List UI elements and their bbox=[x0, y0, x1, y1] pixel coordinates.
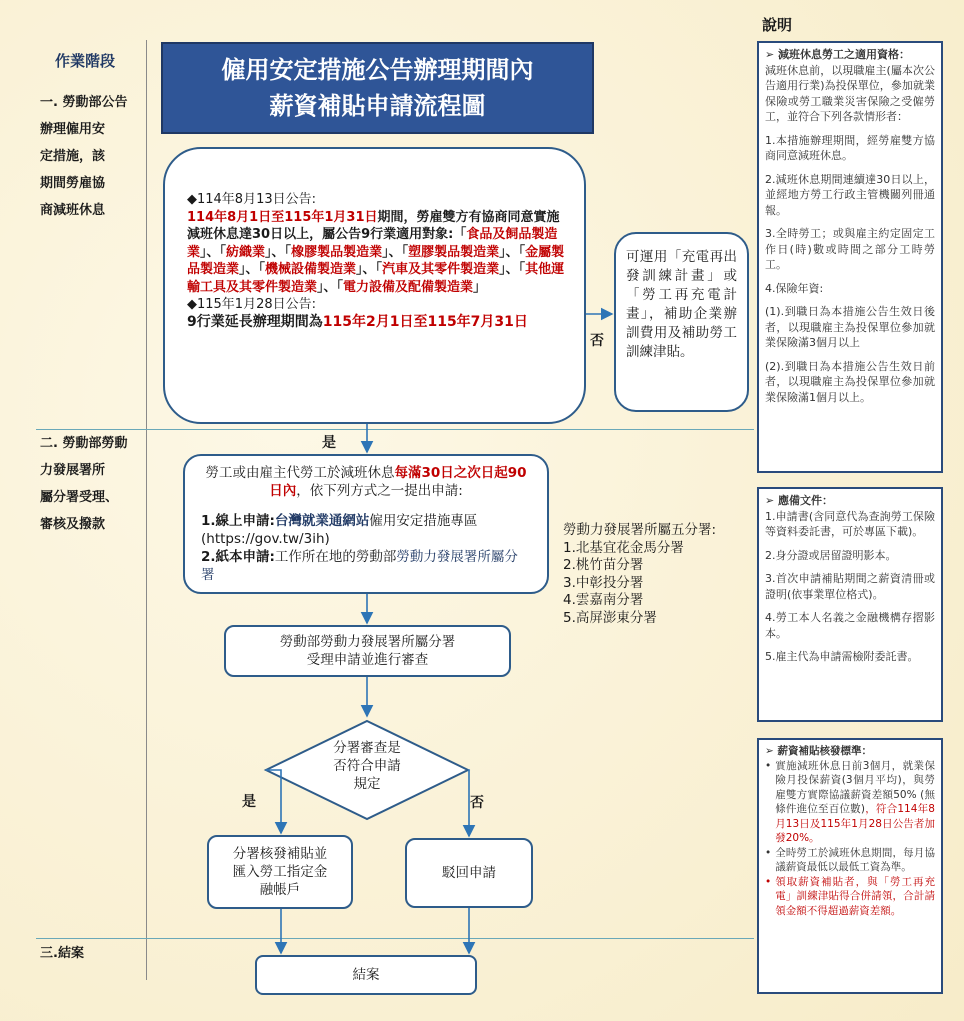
arrow-to-reject bbox=[468, 770, 469, 836]
industry-9: 電力設備及配備製造業 bbox=[343, 279, 474, 295]
review-box: 勞動部勞動力發展署所屬分署 受理申請並進行審查 bbox=[224, 625, 511, 677]
industry-4: 塑膠製品製造業 bbox=[408, 244, 500, 260]
taiwan-jobs-link: 台灣就業通網站 bbox=[274, 513, 370, 529]
application-box: 勞工或由雇主代勞工於減班休息每滿30日之次日起90日內，依下列方式之一提出申請: 1.線上申請:台灣就業通網站僱用安定措施專區(https://gov.tw/3ih) 2.紙本申請:工作所在地的勞動部勞動力發展署所屬分署 bbox=[183, 454, 549, 594]
standard-bullet-1: • 實施減班休息日前3個月，就業保險月投保薪資(3個月平均)，與勞雇雙方實際協議薪資差額50% (無條件進位至百位數)，符合114年8月13日及115年1月28日公告者加發20%。 bbox=[765, 759, 935, 844]
stage-2-label: 二. 勞動部勞動 力發展署所 屬分署受理、 審核及撥款 bbox=[40, 436, 128, 532]
standard-note: ➢ 薪資補貼核發標準： • 實施減班休息日前3個月，就業保險月投保薪資(3個月平均)，與勞雇雙方實際協議薪資差額50% (無條件進位至百位數)，符合114年8月13日及115年1月28日公告者加發20%。 • 全時勞工於減班休息期間，每月協議薪資最低以最低工資為準。 • 領取薪資補貼者，與「勞工再充電」訓練津貼得合併請領，合計請領金額不得超過薪資差額。 bbox=[757, 738, 943, 994]
deadline-text: 每滿30日之次日起90日內 bbox=[269, 465, 527, 499]
industry-1: 食品及飼品製造業 bbox=[187, 227, 558, 260]
standard-bullet-3: • 領取薪資補貼者，與「勞工再充電」訓練津貼得合併請領，合計請領金額不得超過薪資差額。 bbox=[765, 875, 935, 917]
industry-5: 金屬製品製造業 bbox=[187, 244, 565, 277]
yes-label-1: 是 bbox=[322, 435, 336, 451]
period-2: 115年2月1日至115年7月31日 bbox=[322, 313, 528, 330]
stage-1-label: 一. 勞動部公告 辦理僱用安 定措施，該 期間勞雇協 商減班休息 bbox=[40, 95, 128, 218]
explain-label: 說明 bbox=[762, 16, 793, 34]
industry-3: 橡膠製品製造業 bbox=[291, 244, 383, 260]
industry-6: 機械設備製造業 bbox=[265, 262, 357, 277]
decision-text: 分署審查是 否符合申請 規定 bbox=[333, 740, 401, 792]
eligibility-note: ➢ 減班休息勞工之適用資格： 減班休息前，以現職雇主(屬本次公告適用行業)為投保單位，參加就業保險或勞工職業災害保險之受僱勞工，並符合下列各款情形者： 1.本措施辦理期間，經勞雇雙方協商同意減班休息。 2.減班休息期間連續達30日以上，並經地方勞工行政主管機關列冊通報。 3.全時勞工；或與雇主約定固定工作日(時)數或時間之部分工時勞工。 4.保險年資: (1).到職日為本措施公告生效日後者，以現職雇主為投保單位參加就業保險滿3個月以上 (2).到職日為本措施公告生效日前者，以現職雇主為投保單位參加就業保險滿1個月以上。 bbox=[757, 41, 943, 473]
flowchart-title: 僱用安定措施公告辦理期間內 薪資補貼申請流程圖 bbox=[161, 42, 594, 134]
arrow-to-grant bbox=[266, 770, 281, 833]
standard-bullet-2: • 全時勞工於減班休息期間，每月協議薪資最低以最低工資為準。 bbox=[765, 846, 935, 873]
grant-box: 分署核發補貼並 匯入勞工指定金 融帳戶 bbox=[207, 835, 353, 909]
decision-yes-label: 是 bbox=[242, 794, 256, 810]
decision-no-label: 否 bbox=[470, 795, 484, 811]
stage-header: 作業階段 bbox=[55, 52, 116, 70]
end-box: 結案 bbox=[255, 955, 477, 995]
branch-office-list: 勞動力發展署所屬五分署: 1.北基宜花金馬分署 2.桃竹苗分署 3.中彰投分署 4.雲嘉南分署 5.高屏澎東分署 bbox=[563, 522, 717, 626]
announcement-box: ◆114年8月13日公告: 114年8月1日至115年1月31日期間，勞雇雙方有協商同意實施減班休息達30日以上，屬公告9行業適用對象:「食品及飼品製造業」、「紡織業」、「橡膠製品製造業」、「塑膠製品製造業」、「金屬製品製造業」、「機械設備製造業」、「汽車及其零件製造業」、「其他運輸工具及其零件製造業」、「電力設備及配備製造業」 ◆115年1月28日公告: 9行業延長辦理期間為115年2月1日至115年7月31日 bbox=[163, 147, 586, 424]
stage-3-label: 三.結案 bbox=[40, 946, 84, 961]
industry-8: 其他運輸工具及其零件製造業 bbox=[187, 262, 565, 295]
training-subsidy-box: 可運用「充電再出發訓練計畫」或「勞工再充電計畫」，補助企業辦訓費用及補助勞工訓練津貼。 bbox=[614, 232, 749, 412]
industry-2: 紡織業 bbox=[226, 244, 266, 260]
period-1: 114年8月1日至115年1月31日 bbox=[187, 209, 378, 225]
announcement-2: ◆115年1月28日公告: bbox=[187, 297, 317, 312]
industry-7: 汽車及其零件製造業 bbox=[382, 262, 500, 277]
announcement-1: ◆114年8月13日公告: bbox=[187, 192, 317, 207]
reject-box: 駁回申請 bbox=[405, 838, 533, 908]
no-label-1: 否 bbox=[590, 333, 604, 349]
documents-note: ➢ 應備文件： 1.申請書(含同意代為查詢勞工保險等資料委託書，可於專區下載)。 2.身分證或居留證明影本。 3.首次申請補貼期間之薪資清冊或證明(依事業單位格式)。 4.勞工本人名義之金融機構存摺影本。 5.雇主代為申請需檢附委託書。 bbox=[757, 487, 943, 722]
